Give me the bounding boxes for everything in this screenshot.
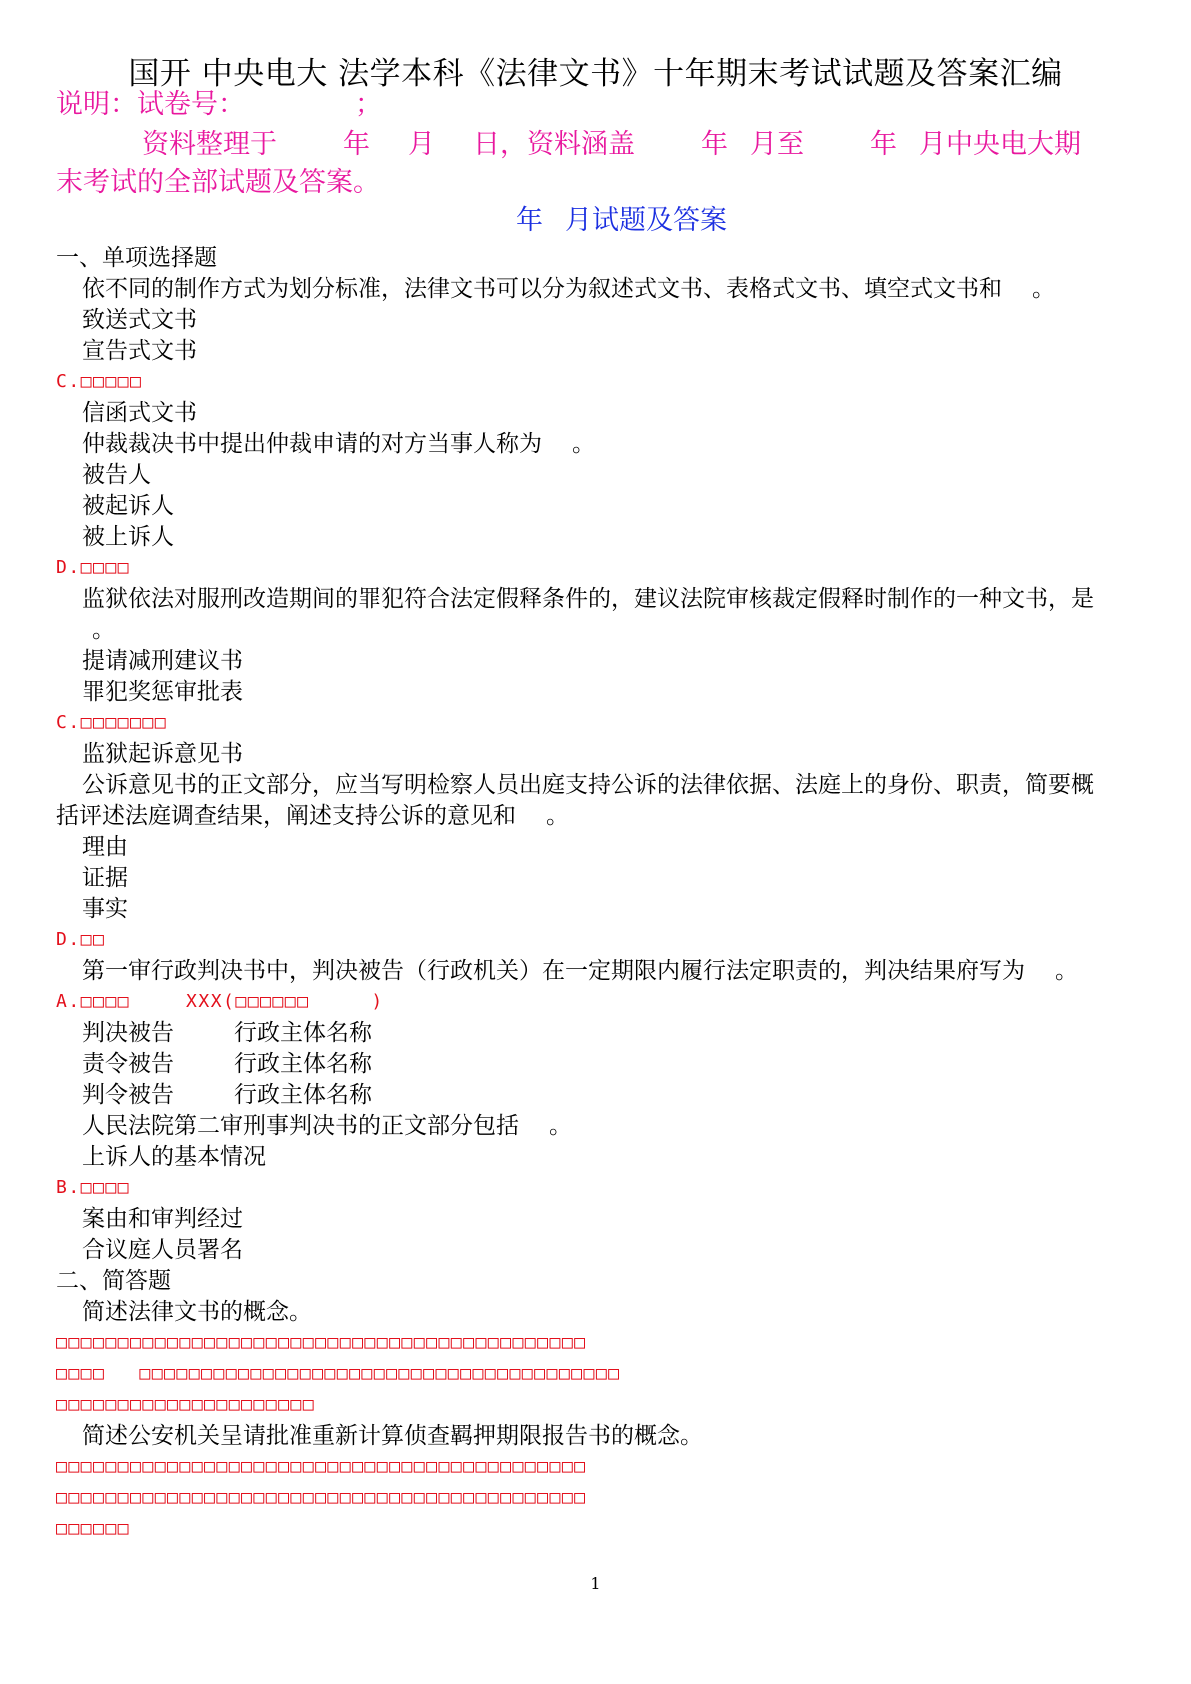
q6-stem	[82, 1111, 572, 1141]
p2-q2-stem: 简述公安机关呈请批准重新计算侦查羁押期限报告书的概念。	[82, 1423, 703, 1449]
q1-stem-end: 。	[1032, 276, 1055, 302]
q2-stem-end: 。	[572, 431, 595, 457]
note-line-label	[56, 88, 382, 122]
note-line-2: 末考试的全部试题及答案。	[56, 167, 380, 198]
q5-stem-end: 。	[1055, 958, 1078, 984]
q2-stem-text: 仲裁裁决书中提出仲裁申请的对方当事人称为	[82, 431, 542, 457]
q4-stem-2	[56, 801, 569, 831]
q4-option-b: 证据	[82, 865, 128, 891]
section-heading-year: 年	[516, 205, 543, 236]
q6-option-c: 案由和审判经过	[82, 1206, 243, 1232]
p2-q2-answer-line-2: □□□□□□□□□□□□□□□□□□□□□□□□□□□□□□□□□□□□□□□□□□□	[56, 1487, 587, 1508]
q1-option-a: 致送式文书	[82, 307, 197, 333]
q4-stem-1: 公诉意见书的正文部分，应当写明检察人员出庭支持公诉的法律依据、法庭上的身份、职责，简要概	[82, 772, 1094, 798]
q3-option-b: 罪犯奖惩审批表	[82, 679, 243, 705]
q3-stem: 监狱依法对服刑改造期间的罪犯符合法定假释条件的，建议法院审核裁定假释时制作的一种文书，是	[82, 586, 1094, 612]
note-year-3: 年	[870, 129, 897, 160]
q1-option-b: 宣告式文书	[82, 338, 197, 364]
p2-q1-answer-line-2a: □□□□	[56, 1363, 106, 1384]
p2-q1-answer-line-2	[56, 1359, 621, 1389]
page-number: 1	[590, 1574, 601, 1593]
q5-stem-text: 第一审行政判决书中，判决被告（行政机关）在一定期限内履行法定职责的，判决结果府写为	[82, 958, 1025, 984]
note-year-2: 年	[701, 129, 728, 160]
q2-option-c: 被上诉人	[82, 524, 174, 550]
part2-heading: 二、简答题	[56, 1268, 171, 1294]
p2-q1-answer-line-1: □□□□□□□□□□□□□□□□□□□□□□□□□□□□□□□□□□□□□□□□□□□	[56, 1332, 587, 1353]
section-heading-rest: 月试题及答案	[565, 205, 727, 236]
q5-option-d	[82, 1080, 372, 1110]
q5-answer-close: )	[371, 991, 384, 1012]
q5-option-b-left: 判决被告	[82, 1020, 174, 1046]
document-title: 国开 中央电大 法学本科《法律文书》十年期末考试试题及答案汇编	[128, 56, 1063, 92]
q4-option-c: 事实	[82, 896, 128, 922]
q5-option-d-right: 行政主体名称	[234, 1082, 372, 1108]
note-month-1: 月	[408, 129, 435, 160]
q6-option-d: 合议庭人员署名	[82, 1237, 243, 1263]
note-day: 日，资料涵盖	[473, 129, 635, 160]
q5-option-c-right: 行政主体名称	[234, 1051, 372, 1077]
q2-option-a: 被告人	[82, 462, 151, 488]
q2-stem	[82, 429, 595, 459]
q1-stem	[82, 274, 1055, 304]
p2-q2-answer-line-3: □□□□□□	[56, 1518, 131, 1539]
q3-stem-end: 。	[92, 617, 115, 643]
p2-q1-stem: 简述法律文书的概念。	[82, 1299, 312, 1325]
q5-option-c	[82, 1049, 372, 1079]
q4-answer: D.□□	[56, 929, 106, 950]
q4-stem-2-text: 括评述法庭调查结果，阐述支持公诉的意见和	[56, 803, 516, 829]
q3-option-d: 监狱起诉意见书	[82, 741, 243, 767]
q6-stem-text: 人民法院第二审刑事判决书的正文部分包括	[82, 1113, 519, 1139]
p2-q1-answer-line-3: □□□□□□□□□□□□□□□□□□□□□	[56, 1394, 316, 1415]
p2-q1-answer-line-2b: □□□□□□□□□□□□□□□□□□□□□□□□□□□□□□□□□□□□□□□	[139, 1363, 621, 1384]
note-month-to: 月至	[750, 129, 804, 160]
q6-answer: B.□□□□	[56, 1177, 131, 1198]
note-label: 说明：试卷号：	[56, 89, 245, 120]
q4-option-a: 理由	[82, 834, 128, 860]
q4-stem-end: 。	[546, 803, 569, 829]
q1-option-d: 信函式文书	[82, 400, 197, 426]
q5-answer-a: A.□□□□	[56, 991, 131, 1012]
q6-stem-end: 。	[549, 1113, 572, 1139]
q2-answer: D.□□□□	[56, 557, 131, 578]
note-year-1: 年	[343, 129, 370, 160]
p2-q2-answer-line-1: □□□□□□□□□□□□□□□□□□□□□□□□□□□□□□□□□□□□□□□□□□□	[56, 1456, 587, 1477]
q1-answer: C.□□□□□	[56, 371, 143, 392]
q2-option-b: 被起诉人	[82, 493, 174, 519]
note-prepared: 资料整理于	[142, 129, 277, 160]
q5-option-d-left: 判令被告	[82, 1082, 174, 1108]
q3-option-a: 提请减刑建议书	[82, 648, 243, 674]
q1-stem-text: 依不同的制作方式为划分标准，法律文书可以分为叙述式文书、表格式文书、填空式文书和	[82, 276, 1002, 302]
q5-stem	[82, 956, 1078, 986]
q5-answer	[56, 987, 384, 1017]
q6-option-a: 上诉人的基本情况	[82, 1144, 266, 1170]
q3-answer: C.□□□□□□□	[56, 712, 168, 733]
note-line-1	[142, 128, 1081, 162]
note-end: 月中央电大期	[919, 129, 1081, 160]
q5-option-c-left: 责令被告	[82, 1051, 174, 1077]
q5-option-b	[82, 1018, 372, 1048]
note-semicolon: ；	[355, 89, 382, 120]
section-heading	[516, 204, 727, 238]
q5-answer-mid: XXX(□□□□□□	[186, 991, 310, 1012]
part1-heading: 一、单项选择题	[56, 245, 217, 271]
q5-option-b-right: 行政主体名称	[234, 1020, 372, 1046]
